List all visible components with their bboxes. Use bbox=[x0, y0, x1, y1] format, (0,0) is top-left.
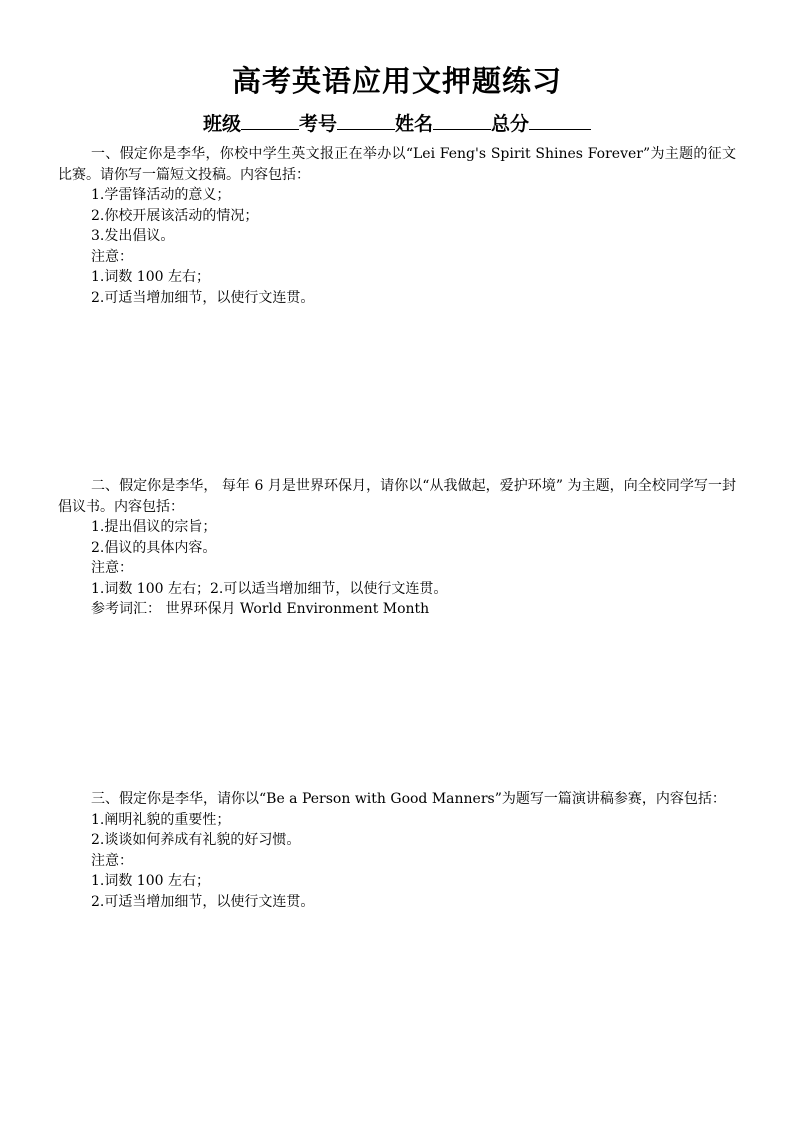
number-label: 考号 bbox=[298, 113, 337, 135]
question-2-line: 1.提出倡议的宗旨； bbox=[91, 519, 217, 535]
question-1 bbox=[58, 144, 736, 308]
question-2-line: 1.词数 100 左右；2.可以适当增加细节，以使行文连贯。 bbox=[91, 580, 448, 597]
question-1-line: 1.学雷锋活动的意义； bbox=[91, 187, 231, 203]
name-blank[interactable] bbox=[433, 111, 491, 130]
question-3 bbox=[58, 789, 736, 912]
question-2-line: 2.倡议的具体内容。 bbox=[91, 539, 217, 556]
question-3-line: 1.阐明礼貌的重要性； bbox=[91, 811, 231, 828]
question-1-line: 2.你校开展该活动的情况； bbox=[91, 207, 259, 224]
question-1-line: 2.可适当增加细节，以使行文连贯。 bbox=[91, 289, 315, 306]
class-blank[interactable] bbox=[241, 111, 299, 130]
question-2-prompt: 二、假定你是李华， 每年 6 月是世界环保月，请你以“从我做起，爱护环境” 为主题，向全校同学写一封倡议书。内容包括： bbox=[58, 478, 736, 515]
score-blank[interactable] bbox=[529, 111, 591, 130]
score-label: 总分 bbox=[491, 113, 530, 135]
worksheet-page bbox=[58, 62, 736, 910]
question-2-line: 注意： bbox=[91, 560, 133, 576]
number-blank[interactable] bbox=[337, 111, 395, 130]
question-2 bbox=[58, 476, 736, 620]
question-1-prompt: 一、假定你是李华，你校中学生英文报正在举办以“Lei Feng's Spirit Shines Forever”为主题的征文比赛。请你写一篇短文投稿。内容包括： bbox=[58, 146, 736, 183]
question-3-line: 2.谈谈如何养成有礼貌的好习惯。 bbox=[91, 832, 301, 848]
question-1-line: 注意： bbox=[91, 248, 133, 265]
class-label: 班级 bbox=[202, 113, 241, 135]
question-1-line: 3.发出倡议。 bbox=[91, 228, 175, 244]
page-title: 高考英语应用文押题练习 bbox=[231, 64, 562, 98]
question-3-prompt: 三、假定你是李华，请你以“Be a Person with Good Manners”为题写一篇演讲稿参赛，内容包括： bbox=[91, 791, 726, 807]
question-3-line: 注意： bbox=[91, 852, 133, 869]
question-1-line: 1.词数 100 左右； bbox=[91, 269, 210, 285]
question-2-line: 参考词汇： 世界环保月 World Environment Month bbox=[91, 601, 430, 617]
name-label: 姓名 bbox=[395, 113, 434, 135]
student-info-line bbox=[58, 110, 736, 138]
question-3-line: 2.可适当增加细节，以使行文连贯。 bbox=[91, 893, 315, 910]
question-3-line: 1.词数 100 左右； bbox=[91, 873, 210, 889]
